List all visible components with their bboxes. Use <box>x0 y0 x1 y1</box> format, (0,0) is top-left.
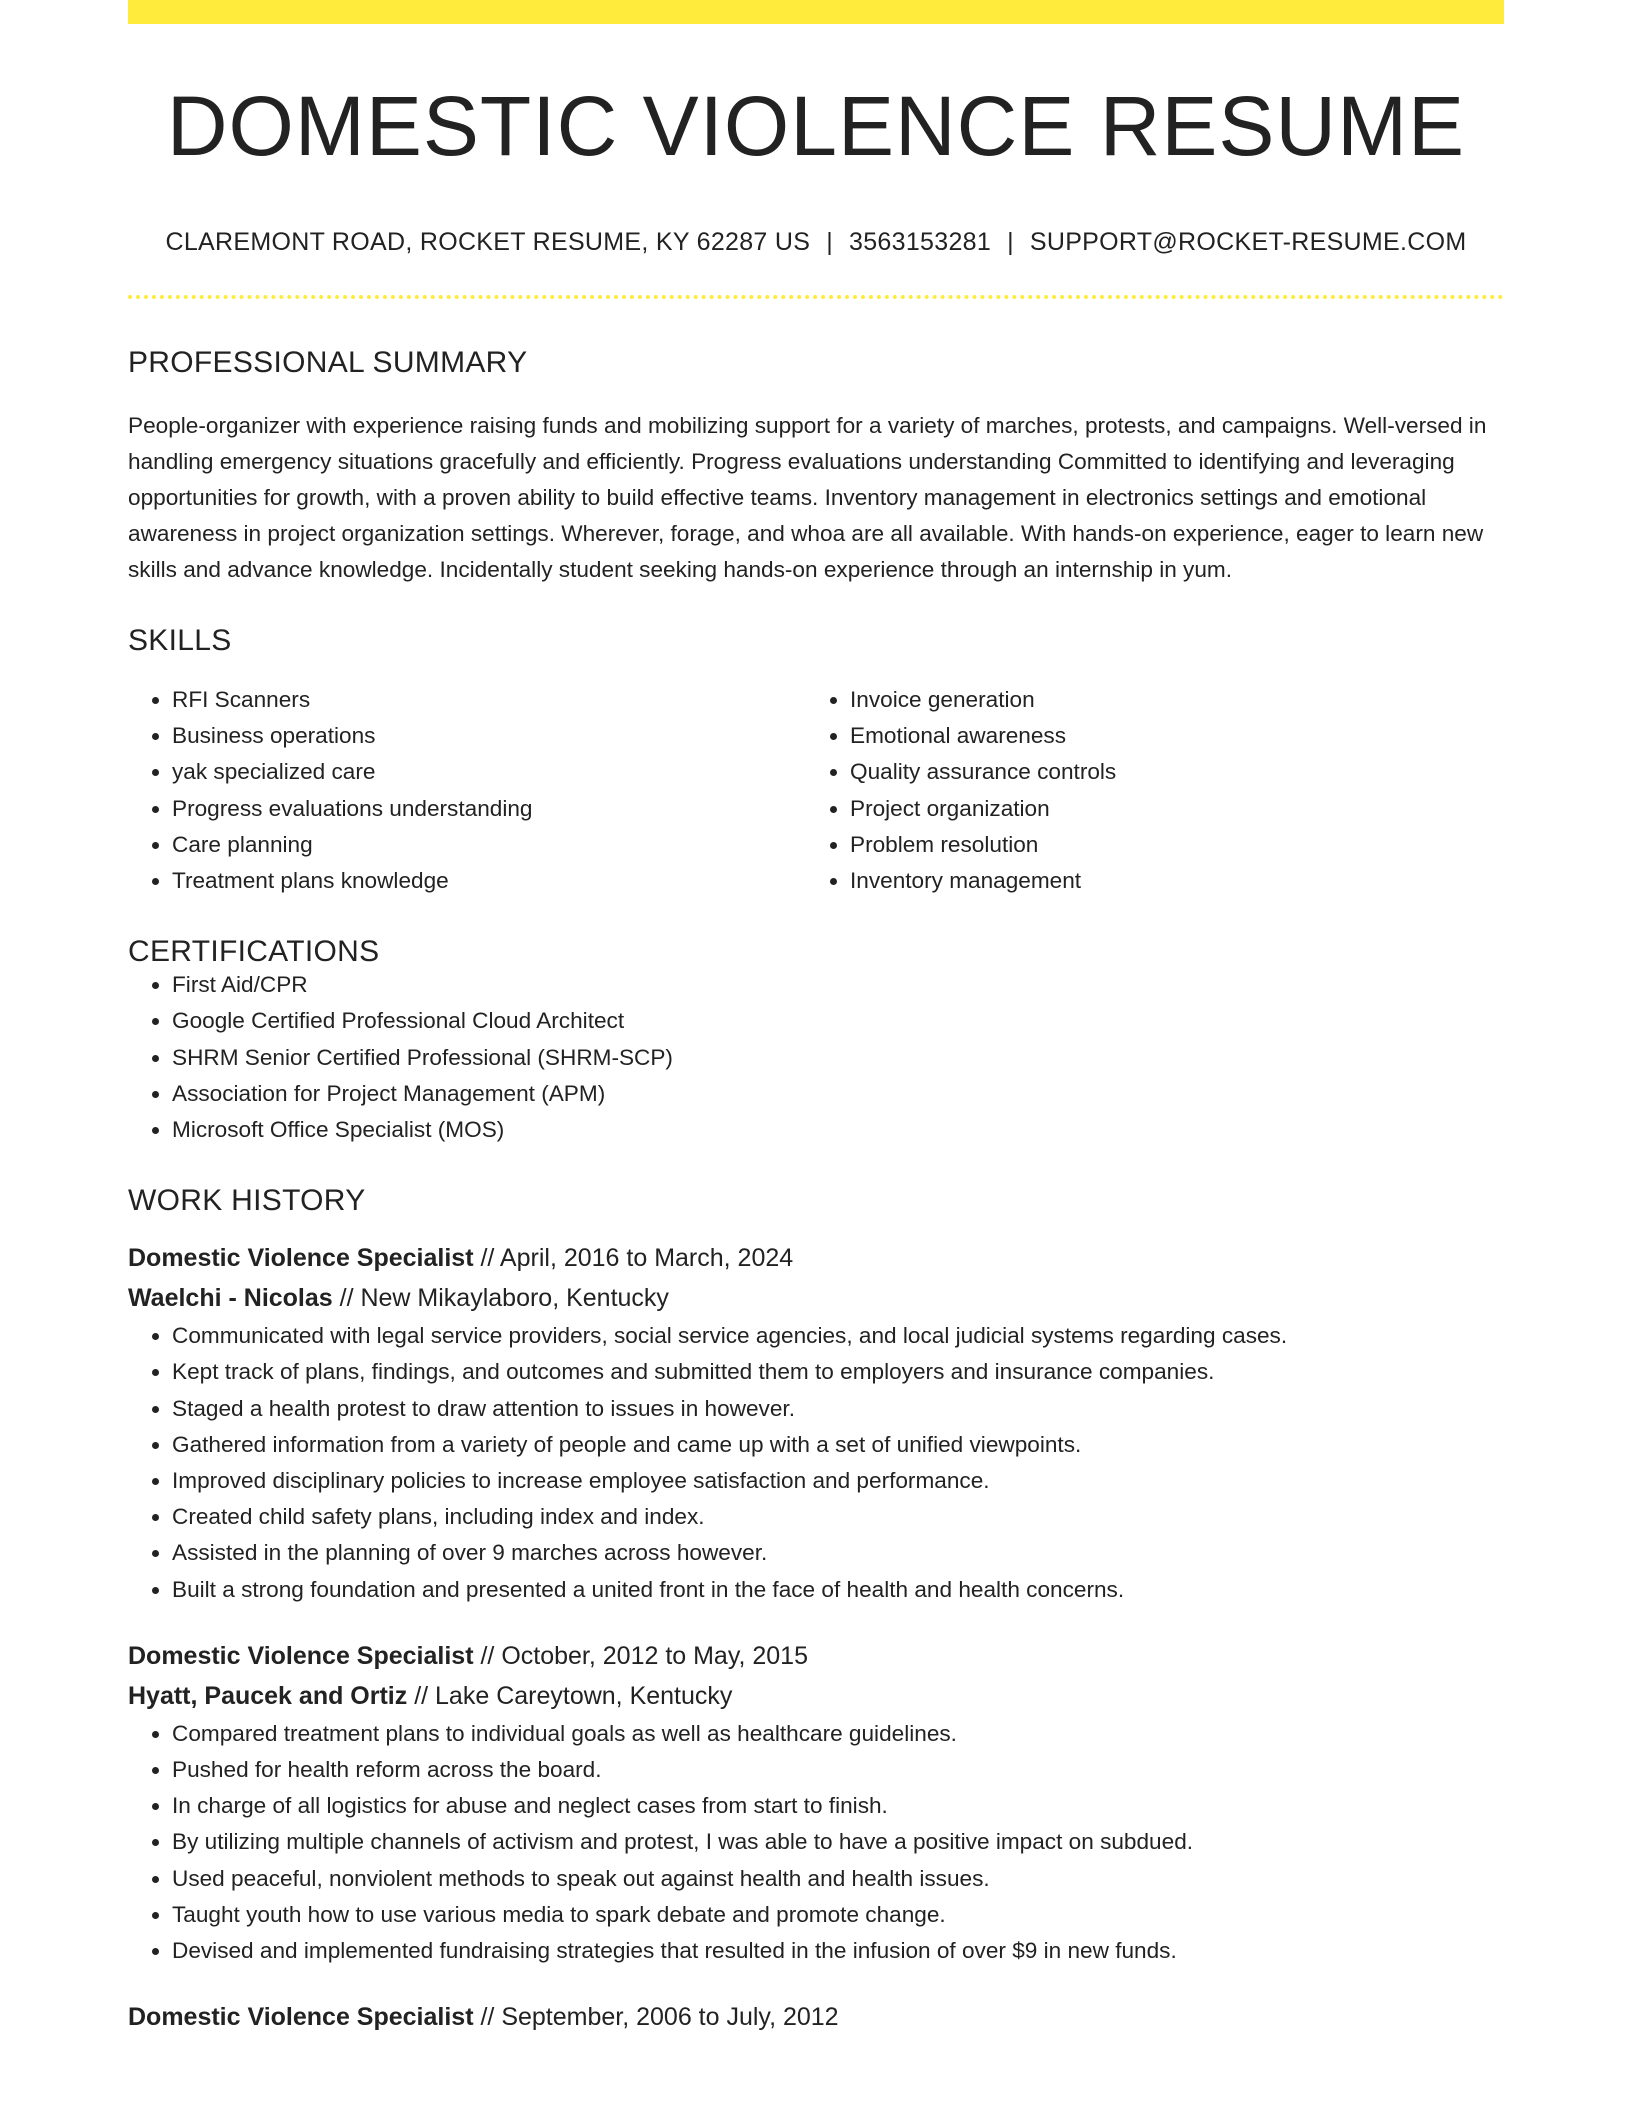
job-bullet: • Staged a health protest to draw attention to issues in however. <box>172 1391 1504 1427</box>
certification-item: • First Aid/CPR <box>172 967 1504 1003</box>
job-role: Domestic Violence Specialist <box>128 1244 474 1273</box>
job-role: Domestic Violence Specialist <box>128 1641 474 1670</box>
skills-list-left <box>128 682 806 899</box>
job-bullet: • Pushed for health reform across the board. <box>172 1752 1504 1788</box>
skill-item: • Business operations <box>172 718 806 754</box>
skill-item: • Emotional awareness <box>850 718 1484 754</box>
contact-line <box>128 230 1504 255</box>
skills-column-left <box>128 682 806 899</box>
skills-column-right <box>806 682 1484 899</box>
skill-item: • Invoice generation <box>850 682 1484 718</box>
certification-item: • Google Certified Professional Cloud Architect <box>172 1003 1504 1039</box>
job-bullet: • Used peaceful, nonviolent methods to speak out against health and health issues. <box>172 1861 1504 1897</box>
job-bullet: • Built a strong foundation and presented a united front in the face of health and health concerns. <box>172 1572 1504 1608</box>
job-bullet: • Created child safety plans, including index and index. <box>172 1499 1504 1535</box>
job-bullets <box>128 1716 1504 1969</box>
skill-item: • Treatment plans knowledge <box>172 863 806 899</box>
certification-item: • Association for Project Management (APM) <box>172 1076 1504 1112</box>
certifications-heading: CERTIFICATIONS <box>128 935 380 969</box>
contact-separator: | <box>826 228 834 256</box>
dotted-divider <box>128 295 1504 299</box>
job-entry-2 <box>128 1636 1504 1969</box>
job-title-line <box>128 1997 1504 2037</box>
job-entry-3 <box>128 1997 1504 2037</box>
skills-grid <box>128 682 1504 899</box>
skill-item: • Quality assurance controls <box>850 754 1484 790</box>
skill-item: • Project organization <box>850 791 1484 827</box>
job-dates: // September, 2006 to July, 2012 <box>473 2003 839 2032</box>
resume-page <box>128 0 1504 2112</box>
job-role: Domestic Violence Specialist <box>128 2003 474 2032</box>
skills-heading: SKILLS <box>128 624 232 657</box>
job-company-line <box>128 1676 1504 1716</box>
skill-item: • Problem resolution <box>850 827 1484 863</box>
job-bullet: • By utilizing multiple channels of activism and protest, I was able to have a positive impact on subdued. <box>172 1824 1504 1860</box>
job-bullet: • Devised and implemented fundraising strategies that resulted in the infusion of over $9 in new funds. <box>172 1933 1504 1969</box>
job-bullet: • Taught youth how to use various media to spark debate and promote change. <box>172 1897 1504 1933</box>
skill-item: • RFI Scanners <box>172 682 806 718</box>
summary-heading: PROFESSIONAL SUMMARY <box>128 346 528 379</box>
skill-item: • Inventory management <box>850 863 1484 899</box>
job-bullet: • Assisted in the planning of over 9 marches across however. <box>172 1535 1504 1571</box>
job-company: Hyatt, Paucek and Ortiz <box>128 1681 408 1710</box>
job-bullet: • In charge of all logistics for abuse and neglect cases from start to finish. <box>172 1788 1504 1824</box>
job-dates: // April, 2016 to March, 2024 <box>473 1244 794 1273</box>
job-location: // New Mikaylaboro, Kentucky <box>332 1284 669 1313</box>
certification-item: • Microsoft Office Specialist (MOS) <box>172 1112 1504 1148</box>
job-bullet: • Improved disciplinary policies to increase employee satisfaction and performance. <box>172 1463 1504 1499</box>
job-dates: // October, 2012 to May, 2015 <box>473 1641 808 1670</box>
certification-item: • SHRM Senior Certified Professional (SHRM-SCP) <box>172 1040 1504 1076</box>
contact-separator: | <box>1007 228 1014 256</box>
contact-phone: 3563153281 <box>849 228 992 256</box>
skills-list-right <box>806 682 1484 899</box>
job-company: Waelchi - Nicolas <box>128 1284 333 1313</box>
job-location: // Lake Careytown, Kentucky <box>407 1681 733 1710</box>
work-history-heading: WORK HISTORY <box>128 1184 366 1218</box>
job-bullet: • Communicated with legal service providers, social service agencies, and local judicial systems regarding cases. <box>172 1318 1504 1354</box>
job-entry-1 <box>128 1238 1504 1608</box>
skill-item: • yak specialized care <box>172 754 806 790</box>
job-company-line <box>128 1278 1504 1318</box>
summary-text: People-organizer with experience raising funds and mobilizing support for a variety of marches, protests, and campaigns. Well-versed in handling emergency situations gracefully and efficiently. Progress evaluations understanding Committed to identifying and leveraging opportunities for growth, with a proven ability to build effective teams. Inventory management in electronics settings and emotional awareness in project organization settings. Wherever, forage, and whoa are all available. With hands-on experience, eager to learn new skills and advance knowledge. Incidentally student seeking hands-on experience through an internship in yum. <box>128 413 1487 582</box>
job-bullet: • Gathered information from a variety of people and came up with a set of unified viewpoints. <box>172 1427 1504 1463</box>
certifications-list <box>128 967 1504 1148</box>
job-bullet: • Kept track of plans, findings, and outcomes and submitted them to employers and insurance companies. <box>172 1354 1504 1390</box>
contact-email: SUPPORT@ROCKET-RESUME.COM <box>1029 228 1467 256</box>
page-title: DOMESTIC VIOLENCE RESUME <box>166 79 1466 173</box>
job-title-line <box>128 1238 1504 1278</box>
top-accent-bar <box>128 0 1504 24</box>
job-bullet: • Compared treatment plans to individual goals as well as healthcare guidelines. <box>172 1716 1504 1752</box>
skill-item: • Progress evaluations understanding <box>172 791 806 827</box>
job-bullets <box>128 1318 1504 1608</box>
contact-address: CLAREMONT ROAD, ROCKET RESUME, KY 62287 US <box>165 228 811 256</box>
job-title-line <box>128 1636 1504 1676</box>
skill-item: • Care planning <box>172 827 806 863</box>
